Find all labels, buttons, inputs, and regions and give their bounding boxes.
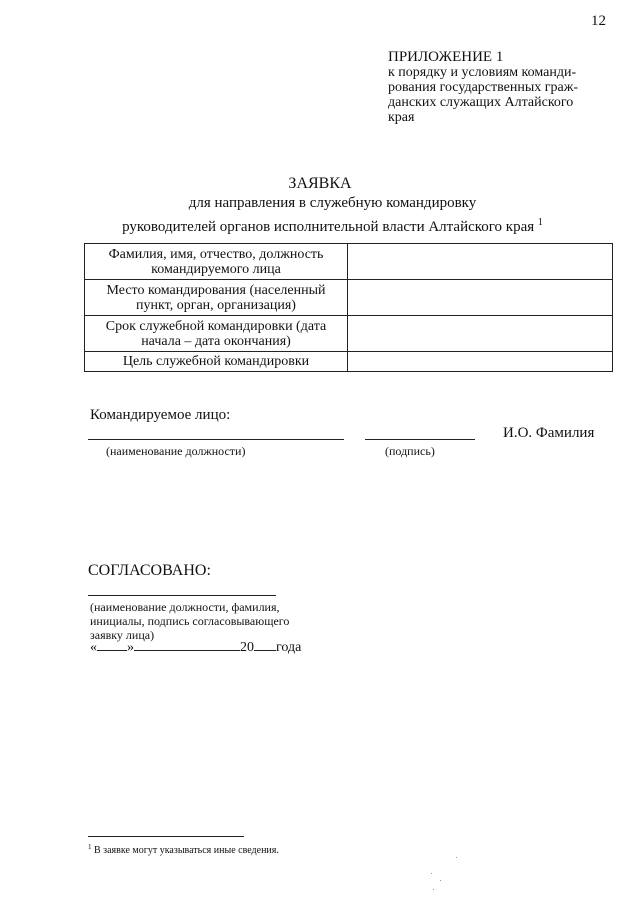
approval-note-line: инициалы, подпись согласовывающего <box>90 614 290 628</box>
label-line: начала – дата окончания) <box>141 333 291 349</box>
label-line: Место командирования (населенный <box>106 282 326 298</box>
appendix-line: рования государственных граж- <box>388 80 579 95</box>
footnote-reference: 1 <box>537 217 543 228</box>
footnote-text: В заявке могут указываться иные сведения. <box>91 845 279 856</box>
traveler-name: И.О. Фамилия <box>503 425 595 441</box>
appendix-block <box>388 49 628 125</box>
approval-title: СОГЛАСОВАНО: <box>88 562 211 579</box>
table-label-cell <box>85 280 348 316</box>
label-line: Фамилия, имя, отчество, должность <box>108 246 324 262</box>
scan-speck <box>433 889 434 890</box>
document-subtitle-line: для направления в служебную командировку <box>188 195 477 211</box>
document-heading <box>0 174 640 237</box>
table-label-cell <box>85 352 348 372</box>
footnote <box>88 843 279 856</box>
table-label-cell <box>85 244 348 280</box>
application-table <box>84 243 613 372</box>
month-blank[interactable] <box>134 638 240 651</box>
position-caption: (наименование должности) <box>106 444 246 458</box>
document-subtitle-line <box>0 213 640 237</box>
year-blank[interactable] <box>254 638 276 651</box>
approval-note-line: (наименование должности, фамилия, <box>90 600 280 614</box>
table-value-cell[interactable] <box>348 316 613 352</box>
position-blank-line[interactable] <box>88 439 344 440</box>
footnote-separator <box>88 836 244 837</box>
scan-speck <box>440 880 441 881</box>
year-prefix: 20 <box>240 640 254 655</box>
appendix-line: данских служащих Алтайского <box>388 95 574 110</box>
table-value-cell[interactable] <box>348 244 613 280</box>
table-row <box>85 280 613 316</box>
page-number: 12 <box>591 13 606 29</box>
table-value-cell[interactable] <box>348 280 613 316</box>
approval-blank-line[interactable] <box>88 595 276 596</box>
date-close-quote: » <box>127 640 134 655</box>
year-suffix: года <box>276 640 302 655</box>
approval-note <box>90 600 320 642</box>
table-row <box>85 352 613 372</box>
document-title: ЗАЯВКА <box>288 175 352 192</box>
subtitle-text: руководителей органов исполнительной власти Алтайского края <box>122 219 535 235</box>
date-open-quote: « <box>90 640 97 655</box>
table-label-cell <box>85 316 348 352</box>
signature-caption: (подпись) <box>385 444 435 458</box>
label-line: командируемого лица <box>151 261 281 277</box>
label-line: Цель служебной командировки <box>122 354 310 369</box>
approval-date-line <box>90 638 301 656</box>
signature-blank-line[interactable] <box>365 439 475 440</box>
table-row <box>85 244 613 280</box>
table-row <box>85 316 613 352</box>
label-line: Срок служебной командировки (дата <box>105 318 327 334</box>
scan-speck <box>456 857 457 858</box>
scan-speck <box>431 873 432 874</box>
label-line: пункт, орган, организация) <box>136 297 296 313</box>
table-value-cell[interactable] <box>348 352 613 372</box>
footnote-mark: 1 <box>88 843 92 851</box>
day-blank[interactable] <box>97 638 127 651</box>
appendix-line: к порядку и условиям команди- <box>388 65 577 80</box>
approval-note-line: заявку лица) <box>90 628 155 642</box>
traveler-label: Командируемое лицо: <box>90 407 231 423</box>
appendix-line: края <box>388 110 415 125</box>
appendix-title: ПРИЛОЖЕНИЕ 1 <box>388 49 504 65</box>
